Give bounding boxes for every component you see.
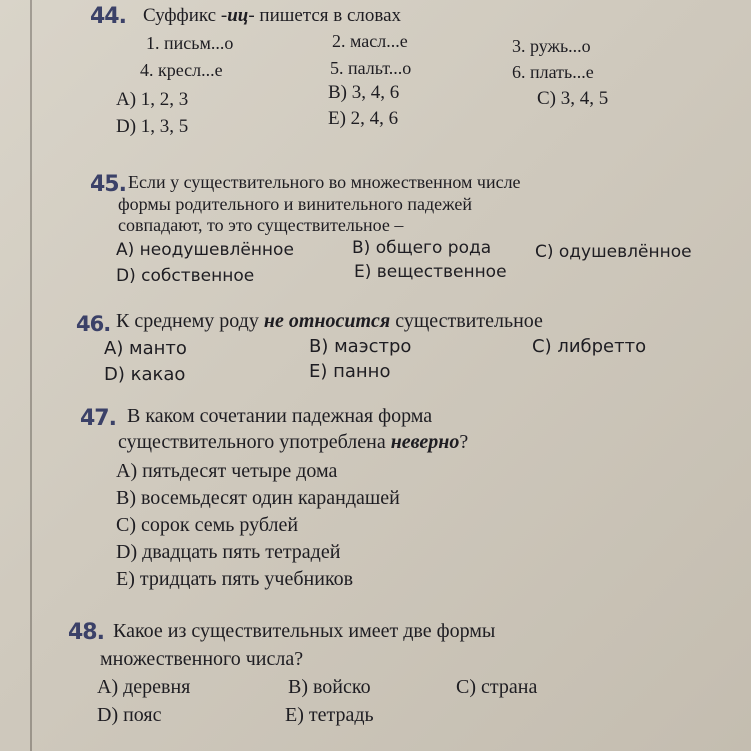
question-line: формы родительного и винительного падежей (118, 194, 472, 214)
question-number: 48. (68, 620, 104, 645)
word-option: 5. пальт...о (330, 58, 412, 78)
page-fold-shadow (30, 0, 32, 751)
question-number: 47. (80, 406, 116, 431)
answer-c: C) сорок семь рублей (116, 514, 299, 536)
word-option: 3. ружь...о (512, 36, 591, 56)
answer-b: B) войско (288, 676, 371, 698)
answer-b: B) 3, 4, 6 (328, 82, 400, 103)
question-stem: К среднему роду не относится существительное (116, 310, 543, 332)
suffix: иц (227, 5, 249, 26)
word-option: 4. кресл...е (140, 60, 223, 80)
answer-b: B) маэстро (309, 336, 412, 357)
answer-a: A) манто (104, 338, 187, 359)
answer-c: C) страна (456, 676, 538, 698)
answer-e: E) панно (309, 361, 391, 382)
answer-d: D) какао (104, 364, 186, 385)
question-line: Какое из существительных имеет две формы (113, 620, 496, 642)
question-number: 46. (76, 312, 111, 336)
answer-e: E) вещественное (354, 262, 507, 282)
word-option: 1. письм...о (146, 33, 234, 53)
answer-b: B) общего рода (352, 238, 492, 258)
question-line: существительного употреблена неверно? (118, 431, 469, 453)
question-number: 44. (90, 4, 126, 29)
answer-a: A) 1, 2, 3 (116, 89, 189, 110)
answer-e: E) тетрадь (285, 704, 374, 726)
question-line: множественного числа? (100, 648, 304, 670)
word-option: 2. масл...е (332, 31, 408, 51)
word-option: 6. плать...е (512, 62, 594, 82)
answer-d: D) пояс (97, 704, 162, 726)
answer-e: E) тридцать пять учебников (116, 568, 354, 590)
emphasis: не относится (263, 310, 391, 332)
answer-a: A) пятьдесят четыре дома (116, 460, 338, 482)
answer-d: D) 1, 3, 5 (116, 116, 189, 137)
answer-a: A) деревня (97, 676, 191, 698)
emphasis: неверно (390, 431, 460, 453)
question-stem: Суффикс -иц- пишется в словах (143, 5, 402, 26)
answer-c: C) либретто (532, 336, 647, 357)
question-line: Если у существительного во множественном числе (128, 172, 521, 192)
answer-a: A) неодушевлённое (116, 240, 294, 260)
answer-d: D) двадцать пять тетрадей (116, 541, 341, 563)
answer-d: D) собственное (116, 266, 255, 286)
answer-e: E) 2, 4, 6 (328, 108, 399, 129)
question-line: совпадают, то это существительное – (118, 215, 404, 235)
answer-c: C) 3, 4, 5 (537, 88, 609, 109)
question-line: В каком сочетании падежная форма (127, 405, 433, 427)
answer-b: B) восемьдесят один карандашей (116, 487, 400, 509)
answer-c: C) одушевлённое (535, 242, 692, 262)
question-number: 45. (90, 172, 126, 197)
